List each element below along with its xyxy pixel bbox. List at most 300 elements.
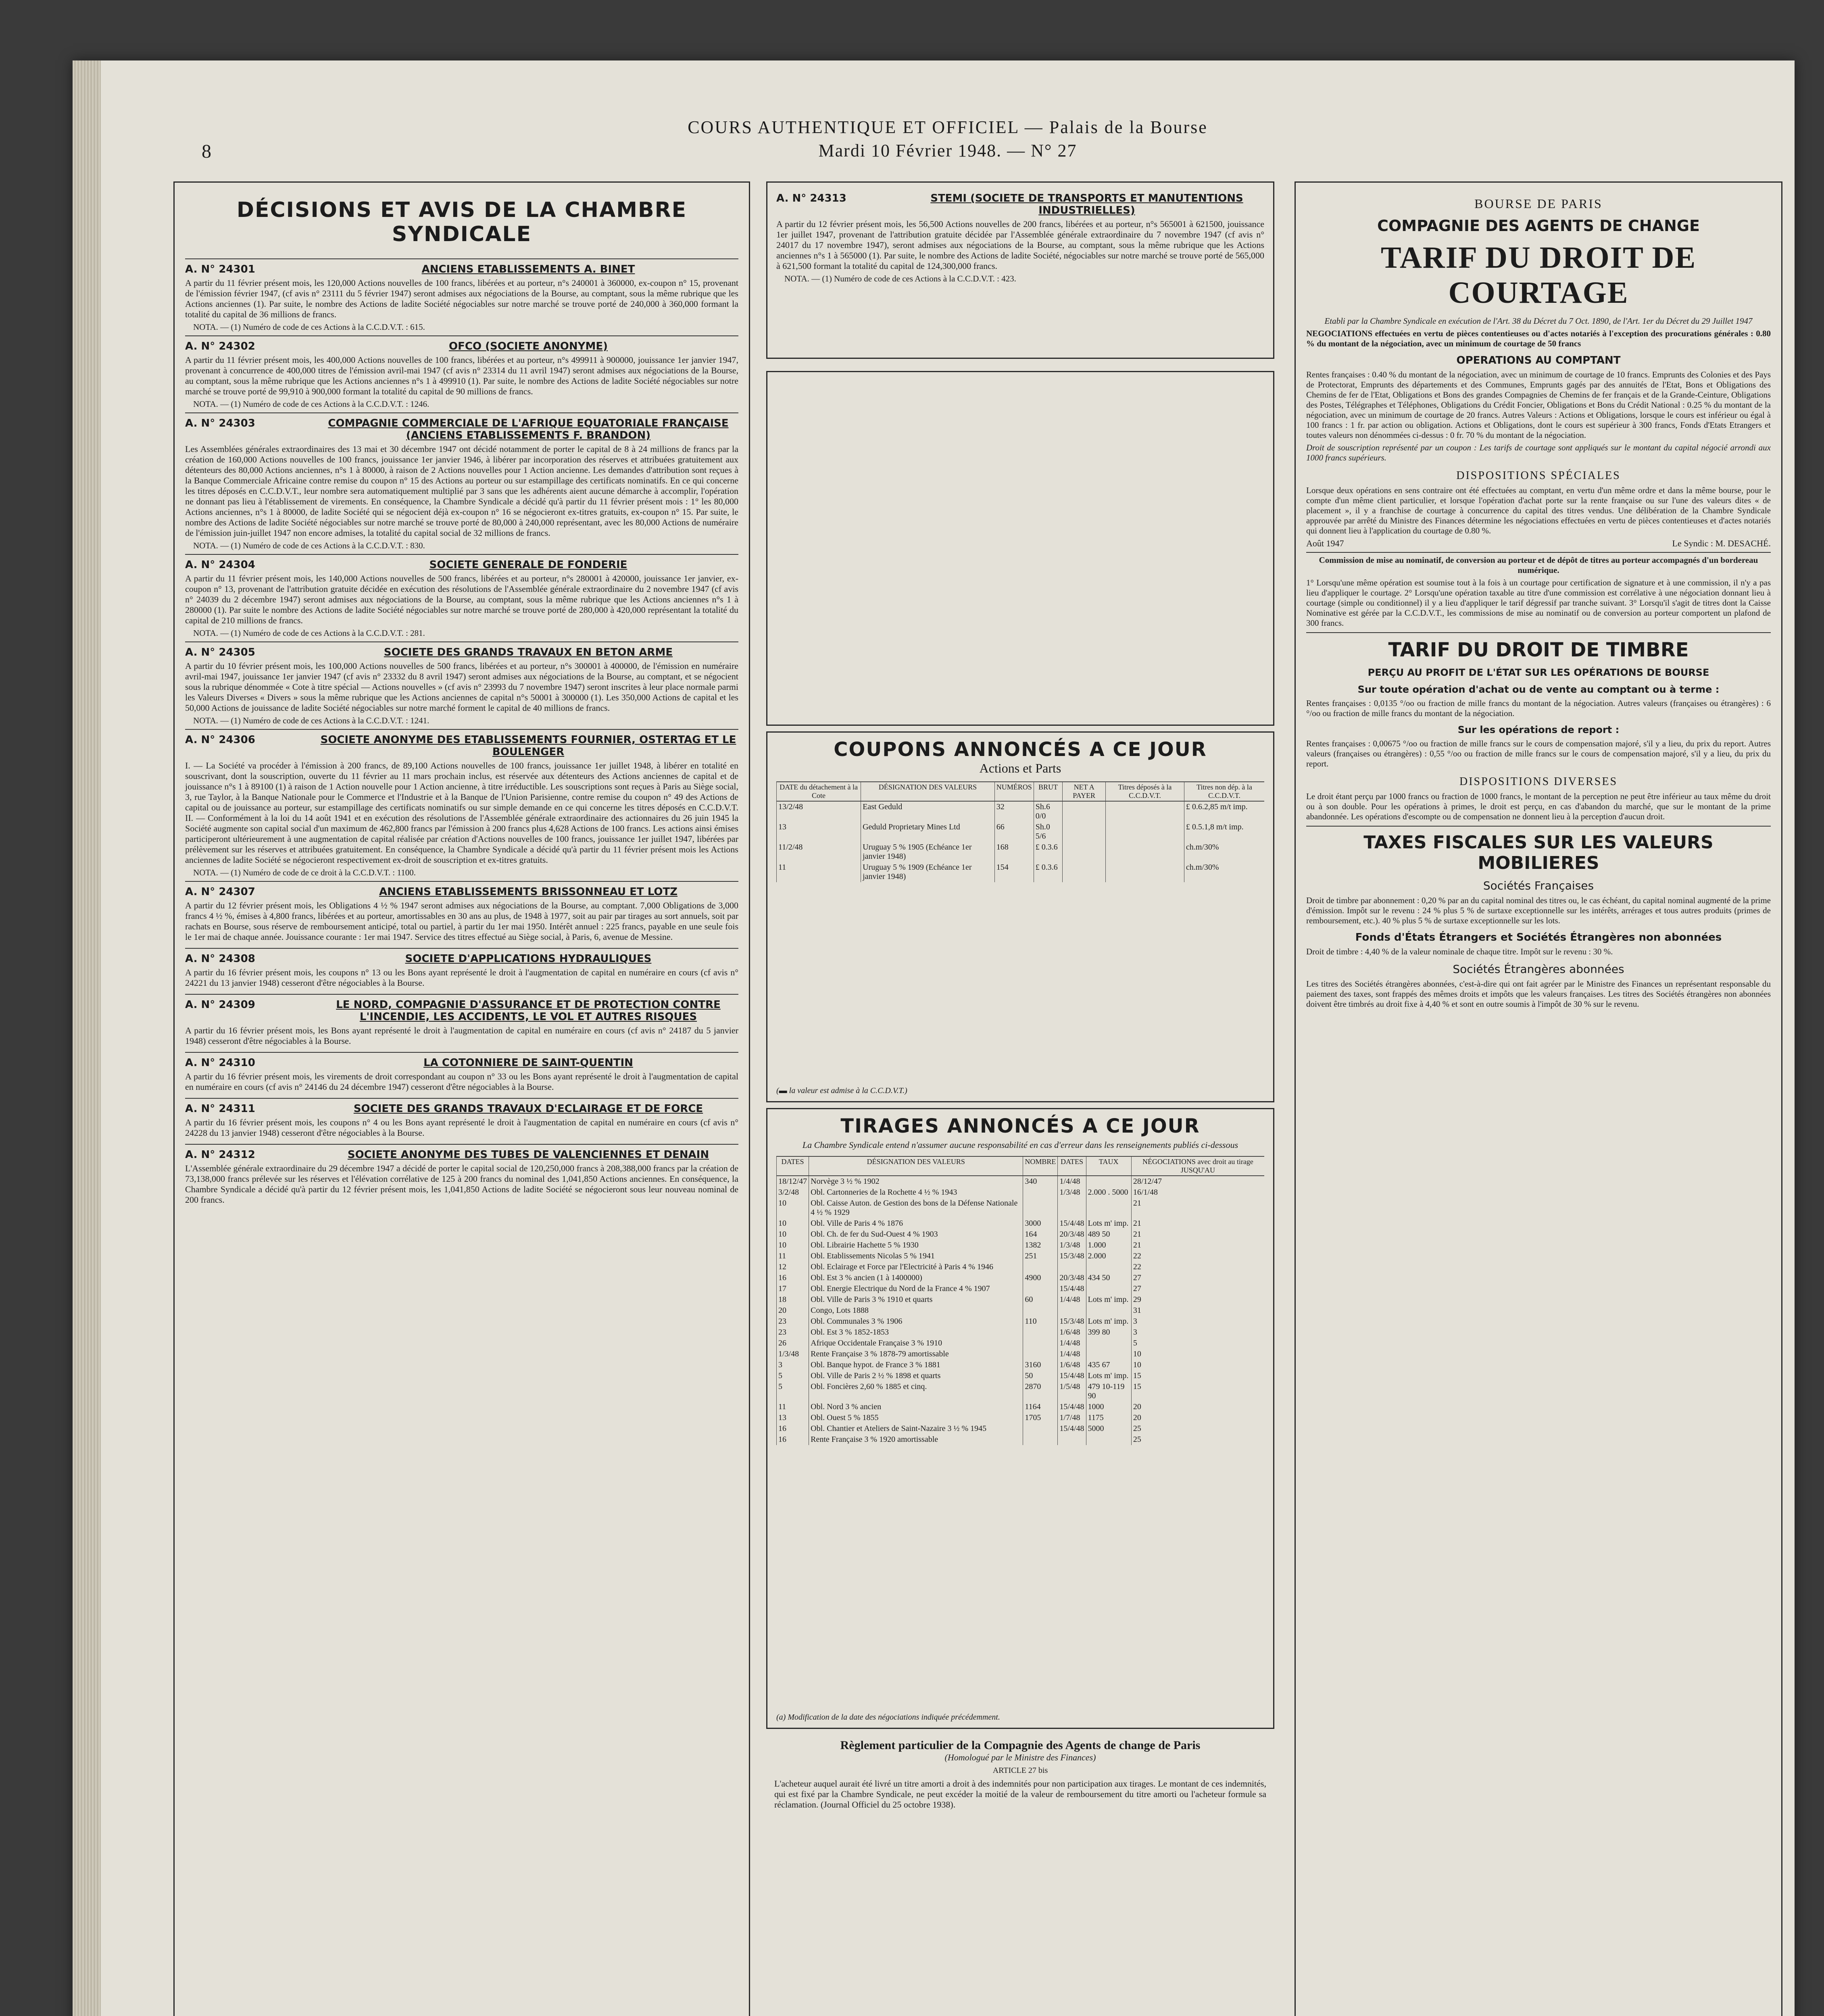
bourse-heading: BOURSE DE PARIS: [1474, 196, 1603, 211]
tarif-date: Août 1947: [1306, 538, 1344, 548]
table-cell: [1086, 1176, 1131, 1187]
notice-nota: NOTA. — (1) Numéro de code de ce droit à la C.C.D.V.T. : 1100.: [193, 868, 416, 877]
notice-company: ANCIENS ETABLISSEMENTS A. BINET: [421, 263, 635, 275]
fonds-etrangers-heading: Fonds d'États Étrangers et Sociétés Étrangères non abonnées: [1355, 931, 1722, 943]
table-cell: £ 0.3.6: [1034, 862, 1062, 882]
table-header: NUMÉROS: [994, 782, 1034, 801]
table-header: BRUT: [1034, 782, 1062, 801]
table-cell: 3/2/48: [777, 1187, 809, 1198]
table-cell: 25: [1131, 1423, 1264, 1434]
table-cell: 20: [1131, 1412, 1264, 1423]
table-cell: 10: [777, 1229, 809, 1240]
notice-company: SOCIETE DES GRANDS TRAVAUX D'ECLAIRAGE ET DE FORCE: [353, 1103, 703, 1115]
table-cell: 154: [994, 862, 1034, 882]
table-cell: 20/3/48: [1058, 1272, 1086, 1283]
table-cell: 21: [1131, 1240, 1264, 1251]
table-cell: 3: [1131, 1316, 1264, 1327]
table-cell: [1023, 1187, 1058, 1198]
table-cell: [1106, 822, 1184, 842]
tarifs-column: [1295, 181, 1782, 2016]
table-cell: 15/4/48: [1058, 1423, 1086, 1434]
table-cell: [1058, 1434, 1086, 1445]
notice-number: A. N° 24311: [185, 1103, 255, 1115]
table-cell: 164: [1023, 1229, 1058, 1240]
table-cell: 2.000 . 5000: [1086, 1187, 1131, 1198]
negociations-text: NEGOCIATIONS effectuées en vertu de pièces contentieuses ou d'actes notariés à l'exception des procurations générales : 0.80 % du montant de la négociation, avec un minimum de courtage de 50 francs: [1306, 329, 1771, 348]
table-cell: 28/12/47: [1131, 1176, 1264, 1187]
table-cell: 11: [777, 862, 861, 882]
table-row: [777, 1187, 1265, 1198]
table-cell: Lots m' imp.: [1086, 1294, 1131, 1305]
table-cell: £ 0.3.6: [1034, 842, 1062, 862]
tirages-title: TIRAGES ANNONCÉS A CE JOUR: [840, 1115, 1200, 1137]
table-cell: Obl. Ville de Paris 3 % 1910 et quarts: [809, 1294, 1023, 1305]
table-cell: 5: [777, 1381, 809, 1402]
table-cell: Sh.0 5/6: [1034, 822, 1062, 842]
table-cell: Obl. Nord 3 % ancien: [809, 1402, 1023, 1412]
timbre-subtitle: PERÇU AU PROFIT DE L'ÉTAT SUR LES OPÉRATIONS DE BOURSE: [1367, 667, 1709, 678]
table-cell: [1023, 1327, 1058, 1338]
dispositions-text: Lorsque deux opérations en sens contraire ont été effectuées au comptant, en vertu d'un même ordre et dans la même bourse, pour le compte d'un même client particulier, et lorsque l'opération d'achat porte sur la rente française ou sur l'une des valeurs dites « de placement », il y a franchise de courtage à concurrence du capital des titres vendus. Une délibération de la Chambre Syndicale approuvée par arrêté du Ministre des Finances détermine les négociations effectuées en vertu de pièces contentieuses et d'actes notariés qui donnent lieu à l'application du courtage de 0.80 %.: [1306, 485, 1771, 535]
notice-number: A. N° 24301: [185, 263, 255, 275]
table-cell: 20/3/48: [1058, 1229, 1086, 1240]
decisions-list: [185, 258, 738, 1211]
table-cell: [1023, 1198, 1058, 1218]
table-cell: 340: [1023, 1176, 1058, 1187]
table-cell: [1086, 1338, 1131, 1349]
table-cell: 434 50: [1086, 1272, 1131, 1283]
notice-number: A. N° 24305: [185, 646, 255, 658]
table-header: TAUX: [1086, 1156, 1131, 1176]
notice-number: A. N° 24308: [185, 953, 255, 965]
page-edge: [73, 60, 101, 2016]
table-cell: [1023, 1305, 1058, 1316]
table-row: [777, 822, 1265, 842]
notice-nota: NOTA. — (1) Numéro de code de ces Actions à la C.C.D.V.T. : 615.: [193, 322, 425, 332]
table-cell: 12: [777, 1262, 809, 1272]
notice-item: [185, 994, 738, 1052]
table-cell: [1063, 842, 1106, 862]
table-cell: 21: [1131, 1229, 1264, 1240]
table-cell: 1/4/48: [1058, 1294, 1086, 1305]
table-cell: 50: [1023, 1370, 1058, 1381]
societes-francaises-text: Droit de timbre par abonnement : 0,20 % par an du capital nominal des titres ou, le cas échéant, du capital nominal augmenté de la prime d'émission. Impôt sur le revenu : 24 % plus 5 % de surtaxe exceptionnelle sur les intérêts, arrérages et tous autres produits (primes de remboursement, etc.). 40 % plus 5 % de surtaxe exceptionnelle sur les lots.: [1306, 896, 1771, 925]
table-cell: Afrique Occidentale Française 3 % 1910: [809, 1338, 1023, 1349]
table-cell: 4900: [1023, 1272, 1058, 1283]
timbre-heading-1: Sur toute opération d'achat ou de vente au comptant ou à terme :: [1357, 684, 1720, 695]
notice-text: A partir du 16 février présent mois, les Bons ayant représenté le droit à l'augmentation de capital en numéraire en cours (cf avis n° 24187 du 5 janvier 1948) cesseront d'être négociables à la Bourse.: [185, 1025, 738, 1046]
table-row: [777, 1262, 1265, 1272]
notice-text: A partir du 10 février présent mois, les 100,000 Actions nouvelles de 500 francs, libérées et au porteur, n°s 300001 à 400000, de l'émission en numéraire avril-mai 1947, jouissance 1er janvier 1947 (cf avis n° 23332 du 8 avril 1947) seront admises aux négociations de la Bourse, au comptant, et se négocient sous la rubrique dénommée « Cote à titre spécial — Actions nouvelles » (cf avis n° 23993 du 7 novembre 1947) seront inscrites à leur place normale parmi les Valeurs Diverses « Divers » sous la même rubrique que les Actions anciennes de capital n°s 50001 à 300000 (1). Les 350,000 Actions de capital et les 50,000 Actions de jouissance de ladite Société négociables sur notre marché forment le capital de 40 millions de francs.: [185, 661, 738, 713]
notice-text: L'Assemblée générale extraordinaire du 29 décembre 1947 a décidé de porter le capital social de 120,250,000 francs à 208,388,000 francs par la création de 73,138,000 francs prélevée sur les réserves et l'élévation corrélative de 125 à 200 francs du nominal des 1,041,850 Actions anciennes. En conséquence, la Chambre Syndicale a décidé qu'à partir du 12 février présent mois, les 1,041,850 Actions de ladite Société se négocieront sous leur nouveau nominal de 200 francs.: [185, 1163, 738, 1205]
table-row: [777, 1283, 1265, 1294]
table-cell: 251: [1023, 1251, 1058, 1262]
reglement-article: ARTICLE 27 bis: [992, 1766, 1048, 1775]
table-cell: [1086, 1349, 1131, 1360]
table-cell: 13/2/48: [777, 801, 861, 822]
notice-text: A partir du 11 février présent mois, les 400,000 Actions nouvelles de 100 francs, libérées et au porteur, n°s 499911 à 900000, jouissance 1er janvier 1947, provenant à concurrence de 400,000 titres de l'émission avril-mai 1947 (cf avis n° 23314 du 11 avril 1947) seront admises aux négociations de la Bourse, au comptant, sous la même rubrique que les Actions anciennes n°s 1 à 499910 (1). Par suite, le nombre des Actions de ladite Société négociables sur notre marché se trouve porté de 99,910 à 900,000 formant la totalité du capital de 90 millions de francs.: [185, 355, 738, 396]
notice-text: A partir du 12 février présent mois, les 56,500 Actions nouvelles de 200 francs, libérées et au porteur, n°s 565001 à 621500, jouissance 1er juillet 1947, provenant de l'attribution gratuite décidée par l'Assemblée générale extraordinaire du 7 novembre 1947 (cf avis n° 24017 du 17 novembre 1947), seront admises aux négociations de la Bourse, au comptant, sous la même rubrique que les Actions anciennes n°s 1 à 565000 (1). Par suite, le nombre des Actions de ladite Société, négociables sur notre marché se trouve porté de 565,000 à 621,500 formant la totalité du capital de 124,300,000 francs.: [776, 219, 1264, 271]
notice-text: A partir du 12 février présent mois, les Obligations 4 ½ % 1947 seront admises aux négociations de la Bourse, au comptant. 7,000 Obligations de 3,000 francs 4 ½ %, émises à 4,800 francs, libérées et au porteur, amortissables en 30 ans au plus, de 1948 à 1977, soit au pair par tirages au sort annuels, soit par rachats en Bourse, sous réserve de remboursement anticipé, total ou partiel, à partir du 1er mai 1950. Intérêt annuel : 225 francs, payable en une seule fois le 1er mai de chaque année. Jouissance courante : 1er mai 1947. Service des titres effectué au Siège social, à Paris, 6, avenue de Messine.: [185, 900, 738, 942]
table-row: [777, 1412, 1265, 1423]
notice-item: [185, 948, 738, 994]
table-cell: 18/12/47: [777, 1176, 809, 1187]
table-cell: 435 67: [1086, 1360, 1131, 1370]
table-cell: 5: [1131, 1338, 1264, 1349]
table-row: [777, 862, 1265, 882]
decisions-title: DÉCISIONS ET AVIS DE LA CHAMBRE SYNDICALE: [236, 198, 687, 246]
notice-company: ANCIENS ETABLISSEMENTS BRISSONNEAU ET LOTZ: [379, 886, 678, 898]
notice-item: [185, 881, 738, 948]
table-header: DATES: [777, 1156, 809, 1176]
notice-text: A partir du 16 février présent mois, les coupons n° 13 ou les Bons ayant représenté le droit à l'augmentation de capital en numéraire en cours (cf avis n° 24221 du 13 janvier 1948) cesseront d'être négociables à la Bourse.: [185, 967, 738, 988]
notice-nota: NOTA. — (1) Numéro de code de ces Actions à la C.C.D.V.T. : 830.: [193, 541, 425, 550]
coupons-title: COUPONS ANNONCÉS A CE JOUR: [834, 738, 1207, 761]
notice-nota: NOTA. — (1) Numéro de code de ces Actions à la C.C.D.V.T. : 1246.: [193, 399, 429, 409]
notice-text: Les Assemblées générales extraordinaires des 13 mai et 30 décembre 1947 ont décidé notamment de porter le capital de 8 à 24 millions de francs par la création de 160,000 Actions nouvelles de 100 francs, jouissance 1er janvier 1946, à libérer par incorporation des réserves et attribuées gratuitement aux détenteurs des 80,000 Actions anciennes, n°s 1 à 80000, à raison de 2 Actions nouvelles pour 1 Action ancienne. Les demandes d'attribution sont reçues à la Banque Commerciale Africaine contre remise du coupon n° 15 des Actions au porteur ou sur estampillage des certificats nominatifs. En ce qui concerne les titres déposés en C.C.D.V.T., leur nombre sera automatiquement multiplié par 3 sans que les adhérents aient aucune démarche à accomplir, l'opération ne donnant pas lieu à l'établissement de virements. En conséquence, la Chambre Syndicale a décidé qu'à partir du 11 février présent mois : 1° les 80,000 Actions anciennes, n°s 1 à 80000, de ladite Société qui se négocient déjà ex-coupon n° 16 se négocieront ex-titres gratuits, ex-coupon n° 15. Par suite, le nombre des Actions de ladite Société négociables sur notre marché se trouve porté de 80,000 à 240,000 représentant, avec les 80,000 Actions de numéraire de l'émission juin-juillet 1947 non encore admises, la totalité du capital social de 32 millions de francs.: [185, 444, 738, 538]
notice-text: A partir du 11 février présent mois, les 120,000 Actions nouvelles de 100 francs, libérées et au porteur, n°s 240001 à 360000, ex-coupon n° 15, provenant de l'émission février 1947, (cf avis n° 23111 du 5 février 1947) seront admises aux négociations de la Bourse, au comptant, sous la même rubrique que les Actions anciennes (1). Par suite, le nombre des Actions de ladite Société négociables sur notre marché se trouve porté de 240,000 à 360,000 formant la totalité du capital de 36 millions de francs.: [185, 278, 738, 319]
table-cell: 31: [1131, 1305, 1264, 1316]
blank-box: [766, 371, 1274, 726]
notice-item: [185, 641, 738, 729]
table-cell: 22: [1131, 1251, 1264, 1262]
notice-company: SOCIETE GENERALE DE FONDERIE: [429, 559, 627, 571]
notice-item: [185, 412, 738, 554]
table-cell: 16: [777, 1434, 809, 1445]
notice-text: A partir du 11 février présent mois, les 140,000 Actions nouvelles de 500 francs, libérées et au porteur, n°s 280001 à 420000, jouissance 1er janvier, ex-coupon n° 13, provenant de l'attribution gratuite décidée en exécution des résolutions de l'Assemblée générale extraordinaire du 2 novembre 1947 (cf avis n° 24039 du 2 décembre 1947) seront admises aux négociations de la Bourse, au comptant, sous la même rubrique que les Actions anciennes n°s 1 à 280000 (1). Par suite le nombre des Actions de ladite Société négociables sur notre marché se trouve porté de 280,000 à 420,000 représentant la totalité du capital de 210 millions de francs.: [185, 573, 738, 625]
table-cell: Obl. Ville de Paris 2 ½ % 1898 et quarts: [809, 1370, 1023, 1381]
table-cell: [1058, 1305, 1086, 1316]
notice-company: SOCIETE ANONYME DES ETABLISSEMENTS FOURNIER, OSTERTAG ET LE BOULENGER: [320, 734, 736, 758]
table-row: [777, 1294, 1265, 1305]
table-row: [777, 1381, 1265, 1402]
table-cell: £ 0.5.1,8 m/t imp.: [1184, 822, 1264, 842]
societes-etrangeres-heading: Sociétés Étrangères abonnées: [1453, 962, 1624, 976]
table-row: [777, 1305, 1265, 1316]
masthead-title: COURS AUTHENTIQUE ET OFFICIEL — Palais de la Bourse: [688, 117, 1208, 137]
table-cell: 15: [1131, 1381, 1264, 1402]
table-cell: 26: [777, 1338, 809, 1349]
notice-number: A. N° 24306: [185, 734, 255, 746]
table-cell: [1086, 1198, 1131, 1218]
table-cell: 10: [1131, 1360, 1264, 1370]
notice-item: [185, 258, 738, 335]
table-cell: Obl. Banque hypot. de France 3 % 1881: [809, 1360, 1023, 1370]
table-row: [777, 1218, 1265, 1229]
table-cell: [1086, 1262, 1131, 1272]
table-cell: Lots m' imp.: [1086, 1218, 1131, 1229]
table-cell: 1/3/48: [777, 1349, 809, 1360]
table-header: Titres non dép. à la C.C.D.V.T.: [1184, 782, 1264, 801]
table-cell: [1023, 1338, 1058, 1349]
table-cell: 1.000: [1086, 1240, 1131, 1251]
reglement-section: [766, 1735, 1274, 1814]
tirages-subtitle: La Chambre Syndicale entend n'assumer aucune responsabilité en cas d'erreur dans les renseignements publiés ci-dessous: [802, 1140, 1238, 1150]
table-cell: Obl. Communales 3 % 1906: [809, 1316, 1023, 1327]
notice-item: [185, 729, 738, 881]
table-row: [777, 1349, 1265, 1360]
stemi-notice: [766, 181, 1274, 359]
notice-number: A. N° 24313: [776, 192, 846, 204]
table-cell: 22: [1131, 1262, 1264, 1272]
table-row: [777, 1272, 1265, 1283]
notice-nota: NOTA. — (1) Numéro de code de ces Actions à la C.C.D.V.T. : 281.: [193, 628, 425, 638]
table-cell: ch.m/30%: [1184, 842, 1264, 862]
table-cell: 32: [994, 801, 1034, 822]
table-cell: 1/5/48: [1058, 1381, 1086, 1402]
table-cell: 15/4/48: [1058, 1283, 1086, 1294]
table-header: DATES: [1058, 1156, 1086, 1176]
table-cell: Obl. Foncières 2,60 % 1885 et cinq.: [809, 1381, 1023, 1402]
table-row: [777, 1434, 1265, 1445]
table-cell: 29: [1131, 1294, 1264, 1305]
notice-number: A. N° 24303: [185, 417, 255, 429]
table-cell: 1/7/48: [1058, 1412, 1086, 1423]
notice-company: OFCO (SOCIETE ANONYME): [449, 340, 608, 352]
notice-company: SOCIETE ANONYME DES TUBES DE VALENCIENNES ET DENAIN: [347, 1149, 709, 1161]
timbre-heading-2: Sur les opérations de report :: [1457, 724, 1620, 735]
table-cell: 13: [777, 822, 861, 842]
table-cell: 18: [777, 1294, 809, 1305]
table-cell: Uruguay 5 % 1909 (Echéance 1er janvier 1948): [861, 862, 995, 882]
table-cell: [1106, 842, 1184, 862]
masthead: [121, 117, 1774, 185]
table-cell: [1106, 862, 1184, 882]
table-cell: 10: [1131, 1349, 1264, 1360]
table-row: [777, 1229, 1265, 1240]
table-cell: 16: [777, 1272, 809, 1283]
table-row: [777, 1402, 1265, 1412]
notice-company: STEMI (SOCIETE DE TRANSPORTS ET MANUTENTIONS INDUSTRIELLES): [930, 192, 1243, 217]
table-cell: Uruguay 5 % 1905 (Echéance 1er janvier 1948): [861, 842, 995, 862]
table-cell: 23: [777, 1316, 809, 1327]
table-row: [777, 801, 1265, 822]
table-cell: Obl. Caisse Auton. de Gestion des bons de la Défense Nationale 4 ½ % 1929: [809, 1198, 1023, 1218]
table-header: NOMBRE: [1023, 1156, 1058, 1176]
table-header: NÉGOCIATIONS avec droit au tirage JUSQU'AU: [1131, 1156, 1264, 1176]
notice-nota: NOTA. — (1) Numéro de code de ces Actions à la C.C.D.V.T. : 1241.: [193, 716, 429, 725]
table-cell: 1175: [1086, 1412, 1131, 1423]
coupons-box: [766, 731, 1274, 1102]
tirages-note: (a) Modification de la date des négociations indiquée précédemment.: [776, 1713, 1000, 1722]
notice-text: I. — La Société va procéder à l'émission à 200 francs, de 89,100 Actions nouvelles de 100 francs, jouissance 1er juillet 1948, à libérer en totalité en souscrivant, dont la souscription, ouverte du 11 février au 11 mars prochain inclus, est réservée aux détenteurs des Actions anciennes de capital et de jouissance n°s 1 à 89100 (1) à raison de 1 Action nouvelle pour 1 Action ancienne, à titre irréductible. Les souscriptions sont reçues à Paris au Siège social, 3, rue Taylor, à la Banque Nationale pour le Commerce et l'Industrie et à la Banque de l'Union Parisienne, contre remise du coupon n° 49 des Actions de capital ou de jouissance au porteur, sur estampillage des certificats nominatifs ou sur simple demande en ce qui concerne les titres déposés en C.C.D.V.T. II. — Conformément à la loi du 14 août 1941 et en exécution des résolutions de l'Assemblée générale extraordinaire des actionnaires du 26 juin 1945 la Société augmente son capital social d'un maximum de 462,800 francs par l'émission à 200 francs plus 4,628 Actions de 100 francs. Les actions ainsi émises participeront ultérieurement à une augmentation de capital réalisée par création d'Actions nouvelles de 100 francs, jouissance 1er juillet 1947, libérées par prélèvement sur les réserves et attribuées gratuitement. En conséquence, la Chambre Syndicale a décidé qu'à partir du 11 février présent mois les Actions anciennes de ladite Société se négocieront respectivement ex-droit de souscription et ex-titres gratuits.: [185, 760, 738, 865]
notice-nota: NOTA. — (1) Numéro de code de ces Actions à la C.C.D.V.T. : 423.: [784, 274, 1016, 283]
op-comptant-text: Rentes françaises : 0.40 % du montant de la négociation, avec un minimum de courtage de 10 francs. Emprunts des Colonies et des Pays de Protectorat, Emprunts des départements et des Communes, Emprunts gagés par des annuités de l'Etat, Bons et Obligations des Chemins de fer de l'Etat, Obligations et Bons des grandes Compagnies de Chemins de fer français et de la Grande-Ceinture, Obligations des Postes, Télégraphes et Téléphones, Obligations du Crédit Foncier, Obligations et Bons du Crédit National : 0.25 % du montant de la négociation, avec un minimum de courtage de 20 francs. Autres Valeurs : Actions et Obligations, lorsque le cours est inférieur ou égal à 100 francs : 1 fr. par action ou obligation. Actions et Obligations, dont le cours est supérieur à 300 francs, Fonds d'Etats Etrangers et toutes valeurs non dénommées ci-dessus : 0 fr. 70 % du montant de la négociation.: [1306, 370, 1771, 440]
table-header: NET A PAYER: [1063, 782, 1106, 801]
compagnie-heading: COMPAGNIE DES AGENTS DE CHANGE: [1377, 217, 1700, 235]
table-header: DÉSIGNATION DES VALEURS: [861, 782, 995, 801]
table-cell: 20: [777, 1305, 809, 1316]
table-cell: Obl. Librairie Hachette 5 % 1930: [809, 1240, 1023, 1251]
coupons-note: (▬ la valeur est admise à la C.C.D.V.T.): [776, 1086, 907, 1095]
notice-company: LE NORD, COMPAGNIE D'ASSURANCE ET DE PROTECTION CONTRE L'INCENDIE, LES ACCIDENTS, LE VOL ET AUTRES RISQUES: [336, 999, 721, 1023]
table-row: [777, 842, 1265, 862]
table-cell: [1063, 862, 1106, 882]
table-cell: 11/2/48: [777, 842, 861, 862]
reglement-subtitle: (Homologué par le Ministre des Finances): [944, 1752, 1096, 1762]
societes-etrangeres-text: Les titres des Sociétés étrangères abonnées, c'est-à-dire qui ont fait agréer par le Ministre des Finances un représentant responsable du paiement des taxes, sont frappés des mêmes droits et impôts que les valeurs françaises. Les titres des Sociétés étrangères non abonnées doivent être timbrés au droit fixe à 4,40 % et sont en outre soumis à l'impôt de 30 % sur le revenu.: [1306, 979, 1771, 1009]
table-cell: Obl. Cartonneries de la Rochette 4 ½ % 1943: [809, 1187, 1023, 1198]
table-cell: 13: [777, 1412, 809, 1423]
courtage-title: TARIF DU DROIT DE COURTAGE: [1380, 241, 1697, 310]
syndic-signature: Le Syndic : M. DESACHÉ.: [1672, 538, 1771, 548]
commission-text: 1° Lorsqu'une même opération est soumise tout à la fois à un courtage pour certification de signature et à une commission, il n'y a pas lieu d'appliquer le courtage. 2° Lorsqu'une opération taxable au titre d'une commission est corrélative à une négociation donnant lieu à courtage (simple ou conditionnel) il y a lieu d'appliquer le tarif dégressif par tranche suivant. 3° Lorsqu'il s'agit de titres dont la Caisse Nominative est gérée par la C.C.D.V.T., les commissions de mise au nominatif ou de conversion au porteur comportent un plafond de 300 francs.: [1306, 578, 1771, 628]
table-cell: 168: [994, 842, 1034, 862]
table-row: [777, 1370, 1265, 1381]
table-row: [777, 1327, 1265, 1338]
table-cell: Lots m' imp.: [1086, 1316, 1131, 1327]
table-cell: 15/4/48: [1058, 1370, 1086, 1381]
table-row: [777, 1251, 1265, 1262]
table-cell: 1382: [1023, 1240, 1058, 1251]
table-cell: Obl. Chantier et Ateliers de Saint-Nazaire 3 ½ % 1945: [809, 1423, 1023, 1434]
reglement-text: L'acheteur auquel aurait été livré un titre amorti a droit à des indemnités pour non participation aux tirages. Le montant de ces indemnités, qui est fixé par la Chambre Syndicale, ne peut excéder la moitié de la valeur de remboursement du titre amorti ou l'acheteur formule sa réclamation. (Journal Officiel du 25 octobre 1938).: [774, 1779, 1266, 1810]
table-cell: 479 10-119 90: [1086, 1381, 1131, 1402]
table-cell: 1705: [1023, 1412, 1058, 1423]
table-cell: 10: [777, 1198, 809, 1218]
table-cell: Lots m' imp.: [1086, 1370, 1131, 1381]
table-cell: 11: [777, 1402, 809, 1412]
table-cell: 17: [777, 1283, 809, 1294]
table-cell: 1000: [1086, 1402, 1131, 1412]
table-cell: 5000: [1086, 1423, 1131, 1434]
table-cell: [1023, 1423, 1058, 1434]
op-comptant-heading: OPERATIONS AU COMPTANT: [1456, 354, 1621, 367]
table-cell: Obl. Ch. de fer du Sud-Ouest 4 % 1903: [809, 1229, 1023, 1240]
table-cell: Obl. Etablissements Nicolas 5 % 1941: [809, 1251, 1023, 1262]
table-cell: 66: [994, 822, 1034, 842]
table-cell: Obl. Est 3 % 1852-1853: [809, 1327, 1023, 1338]
table-cell: 1/4/48: [1058, 1176, 1086, 1187]
commission-title: Commission de mise au nominatif, de conversion au porteur et de dépôt de titres au porteur accompagnés d'un bordereau numérique.: [1319, 555, 1758, 575]
table-cell: [1023, 1349, 1058, 1360]
table-cell: 1/4/48: [1058, 1338, 1086, 1349]
table-cell: 15/4/48: [1058, 1218, 1086, 1229]
table-cell: [1058, 1262, 1086, 1272]
table-row: [777, 1176, 1265, 1187]
table-header: Titres déposés à la C.C.D.V.T.: [1106, 782, 1184, 801]
coupons-subtitle: Actions et Parts: [979, 761, 1061, 775]
table-cell: 21: [1131, 1198, 1264, 1218]
notice-item: [185, 1052, 738, 1098]
table-cell: 110: [1023, 1316, 1058, 1327]
table-cell: 3: [777, 1360, 809, 1370]
table-cell: [1023, 1283, 1058, 1294]
notice-text: A partir du 16 février présent mois, les virements de droit correspondant au coupon n° 33 ou les Bons ayant représenté le droit à l'augmentation de capital en numéraire en cours (cf avis n° 24146 du 24 décembre 1947) cesseront d'être négociables à la Bourse.: [185, 1071, 738, 1092]
dispositions-heading: DISPOSITIONS SPÉCIALES: [1456, 469, 1621, 482]
table-cell: Obl. Eclairage et Force par l'Electricité à Paris 4 % 1946: [809, 1262, 1023, 1272]
reglement-title: Règlement particulier de la Compagnie des Agents de change de Paris: [840, 1739, 1201, 1752]
courtage-subtitle: Etabli par la Chambre Syndicale en exécution de l'Art. 38 du Décret du 7 Oct. 1890, de l'Art. 1er du Décret du 29 Juillet 1947: [1324, 316, 1753, 326]
coupons-table: [776, 781, 1264, 882]
diverses-heading: DISPOSITIONS DIVERSES: [1459, 775, 1618, 788]
table-row: [777, 1423, 1265, 1434]
middle-column: [766, 181, 1274, 2016]
table-cell: 11: [777, 1251, 809, 1262]
table-row: [777, 1338, 1265, 1349]
societes-francaises-heading: Sociétés Françaises: [1483, 879, 1594, 892]
table-cell: [1086, 1305, 1131, 1316]
table-cell: Norvège 3 ½ % 1902: [809, 1176, 1023, 1187]
table-cell: 2.000: [1086, 1251, 1131, 1262]
table-cell: 1/4/48: [1058, 1349, 1086, 1360]
table-cell: 399 80: [1086, 1327, 1131, 1338]
table-cell: 10: [777, 1240, 809, 1251]
table-cell: Geduld Proprietary Mines Ltd: [861, 822, 995, 842]
table-cell: 27: [1131, 1272, 1264, 1283]
table-cell: 15/3/48: [1058, 1316, 1086, 1327]
table-cell: 3160: [1023, 1360, 1058, 1370]
table-cell: Rente Française 3 % 1920 amortissable: [809, 1434, 1023, 1445]
timbre-text-2: Rentes françaises : 0,00675 °/oo ou fraction de mille francs sur le cours de compensation majoré, s'il y a lieu, du prix du report. Autres valeurs (françaises ou étrangères) : 0,55 °/oo ou fraction de mille francs sur le cours de compensation majoré, s'il y a lieu, du prix du report.: [1306, 739, 1771, 768]
table-cell: 3: [1131, 1327, 1264, 1338]
timbre-title: TARIF DU DROIT DE TIMBRE: [1388, 639, 1689, 661]
notice-number: A. N° 24304: [185, 559, 255, 571]
decisions-column: [173, 181, 750, 2016]
notice-number: A. N° 24312: [185, 1149, 255, 1161]
table-cell: 489 50: [1086, 1229, 1131, 1240]
table-cell: 2870: [1023, 1381, 1058, 1402]
table-cell: 15/4/48: [1058, 1402, 1086, 1412]
timbre-text-1: Rentes françaises : 0,0135 °/oo ou fraction de mille francs du montant de la négociation. Autres valeurs (françaises ou étrangères) : 6 °/oo ou fraction de mille francs du montant de la négociation.: [1306, 698, 1771, 718]
diverses-text: Le droit étant perçu par 1000 francs ou fraction de 1000 francs, le montant de la perception ne peut être inférieur au taux même du droit ou à son double. Pour les opérations à primes, le droit est perçu, en cas d'abandon du marché, que sur le montant de la prime abandonnée. Les opérations d'escompte ou de compensation ne donnent lieu à la perception d'aucun droit.: [1306, 791, 1771, 821]
notice-company: SOCIETE DES GRANDS TRAVAUX EN BETON ARME: [384, 646, 673, 658]
table-row: [777, 1198, 1265, 1218]
taxes-title: TAXES FISCALES SUR LES VALEURS MOBILIERES: [1363, 832, 1714, 873]
table-cell: [1063, 801, 1106, 822]
notice-company: SOCIETE D'APPLICATIONS HYDRAULIQUES: [405, 953, 652, 965]
notice-item: [185, 554, 738, 641]
table-cell: ch.m/30%: [1184, 862, 1264, 882]
notice-company: LA COTONNIERE DE SAINT-QUENTIN: [423, 1057, 633, 1069]
tirages-table: [776, 1156, 1264, 1445]
table-cell: 25: [1131, 1434, 1264, 1445]
tirages-box: [766, 1108, 1274, 1729]
table-cell: 1/6/48: [1058, 1360, 1086, 1370]
table-cell: 3000: [1023, 1218, 1058, 1229]
notice-number: A. N° 24309: [185, 999, 255, 1011]
table-cell: Obl. Ville de Paris 4 % 1876: [809, 1218, 1023, 1229]
droit-souscription-text: Droit de souscription représenté par un coupon : Les tarifs de courtage sont appliqués sur le montant du capital négocié arrondi aux 1000 francs supérieurs.: [1306, 443, 1771, 462]
table-cell: Obl. Ouest 5 % 1855: [809, 1412, 1023, 1423]
notice-number: A. N° 24310: [185, 1057, 255, 1069]
notice-item: [185, 335, 738, 412]
table-cell: Obl. Est 3 % ancien (1 à 1400000): [809, 1272, 1023, 1283]
table-cell: 1/6/48: [1058, 1327, 1086, 1338]
table-cell: Sh.6 0/0: [1034, 801, 1062, 822]
table-cell: 1/3/48: [1058, 1240, 1086, 1251]
table-cell: 21: [1131, 1218, 1264, 1229]
table-cell: Obl. Energie Electrique du Nord de la France 4 % 1907: [809, 1283, 1023, 1294]
table-cell: 16: [777, 1423, 809, 1434]
notice-item: [185, 1144, 738, 1211]
table-cell: 27: [1131, 1283, 1264, 1294]
masthead-date: Mardi 10 Février 1948. — N° 27: [818, 141, 1077, 160]
table-cell: [1063, 822, 1106, 842]
notice-number: A. N° 24302: [185, 340, 255, 352]
table-cell: 5: [777, 1370, 809, 1381]
table-cell: East Geduld: [861, 801, 995, 822]
table-row: [777, 1360, 1265, 1370]
table-cell: 15: [1131, 1370, 1264, 1381]
table-cell: [1023, 1434, 1058, 1445]
newspaper-page: [73, 60, 1795, 2016]
table-cell: 10: [777, 1218, 809, 1229]
table-cell: 15/3/48: [1058, 1251, 1086, 1262]
table-row: [777, 1240, 1265, 1251]
table-cell: [1086, 1283, 1131, 1294]
table-header: DATE du détachement à la Cote: [777, 782, 861, 801]
